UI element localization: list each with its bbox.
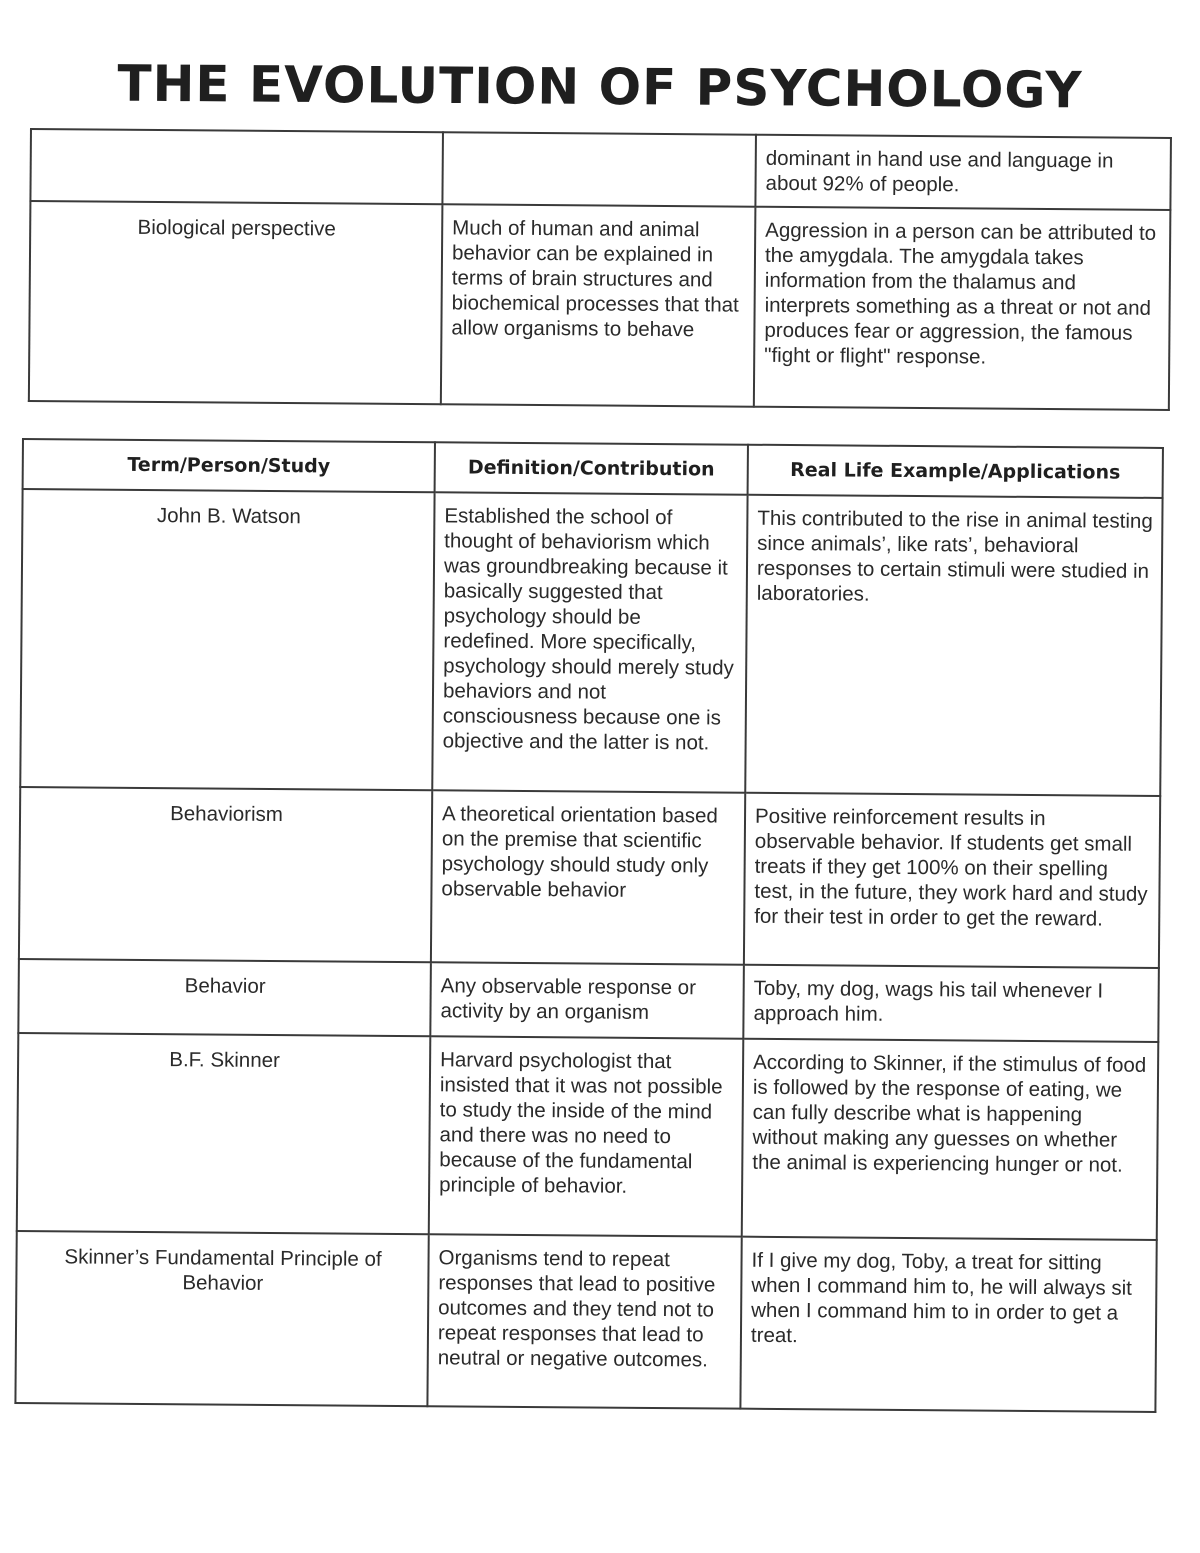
- page-title: THE EVOLUTION OF PSYCHOLOGY: [117, 54, 1083, 120]
- table-row: [15, 1231, 1156, 1412]
- table-row: [30, 129, 1171, 210]
- column-header-term: Term/Person/Study: [23, 439, 435, 492]
- column-header-definition: Definition/Contribution: [435, 442, 748, 494]
- example-cell: If I give my dog, Toby, a treat for sitting when I command him to, he will always sit when I command him to in order to get a treat.: [740, 1237, 1156, 1412]
- example-cell: dominant in hand use and language in about 92% of people.: [755, 135, 1171, 210]
- example-cell: Toby, my dog, wags his tail whenever I approach him.: [743, 965, 1159, 1042]
- definition-cell: Any observable response or activity by an organism: [430, 962, 744, 1038]
- example-cell: This contributed to the rise in animal testing since animals’, like rats’, behavioral responses to certain stimuli were studied in laboratories.: [745, 495, 1162, 796]
- term-cell: Skinner’s Fundamental Principle of Behavior: [15, 1231, 428, 1406]
- table-row: [19, 787, 1160, 968]
- term-cell: Biological perspective: [29, 201, 443, 404]
- term-cell: Behaviorism: [19, 787, 432, 962]
- term-cell: B.F. Skinner: [17, 1033, 431, 1234]
- definition-cell: Organisms tend to repeat responses that lead to positive outcomes and they tend not to repeat responses that lead to neutral or negative outcomes.: [427, 1234, 741, 1408]
- definition-cell: Much of human and animal behavior can be explained in terms of brain structures and biochemical processes that that allow organisms to behave: [441, 204, 756, 406]
- definition-cell: A theoretical orientation based on the premise that scientific psychology should study only observable behavior: [431, 790, 745, 964]
- definition-cell: [442, 132, 756, 206]
- column-header-example: Real Life Example/Applications: [748, 445, 1163, 498]
- example-cell: Positive reinforcement results in observable behavior. If students get small treats if they get 100% on their spelling test, in the future, they work hard and study for their test in order to get the reward.: [744, 793, 1160, 968]
- continued-table: [28, 128, 1172, 411]
- table-header-row: [23, 439, 1163, 498]
- table-row: [20, 489, 1162, 796]
- table-row: [17, 1033, 1159, 1240]
- example-cell: Aggression in a person can be attributed to the amygdala. The amygdala takes information from the thalamus and interprets something as a threat or not and produces fear or aggression, the famous "fight or flight" response.: [754, 207, 1171, 410]
- table-row: [18, 959, 1159, 1042]
- example-cell: According to Skinner, if the stimulus of food is followed by the response of eating, we can fully describe what is happening without making any guesses on whether the animal is experiencing hunger or not.: [742, 1039, 1159, 1240]
- term-cell: [30, 129, 443, 204]
- psychology-table: [14, 438, 1164, 1413]
- table-row: [29, 201, 1171, 410]
- definition-cell: Harvard psychologist that insisted that it was not possible to study the inside of the mind and there was no need to because of the fundamental principle of behavior.: [429, 1036, 744, 1236]
- term-cell: John B. Watson: [20, 489, 434, 790]
- term-cell: Behavior: [18, 959, 431, 1036]
- definition-cell: Established the school of thought of behaviorism which was groundbreaking because it basically suggested that psychology should be redefined. More specifically, psychology should merely study behaviors and not consciousness because one is objective and the latter is not.: [432, 492, 747, 792]
